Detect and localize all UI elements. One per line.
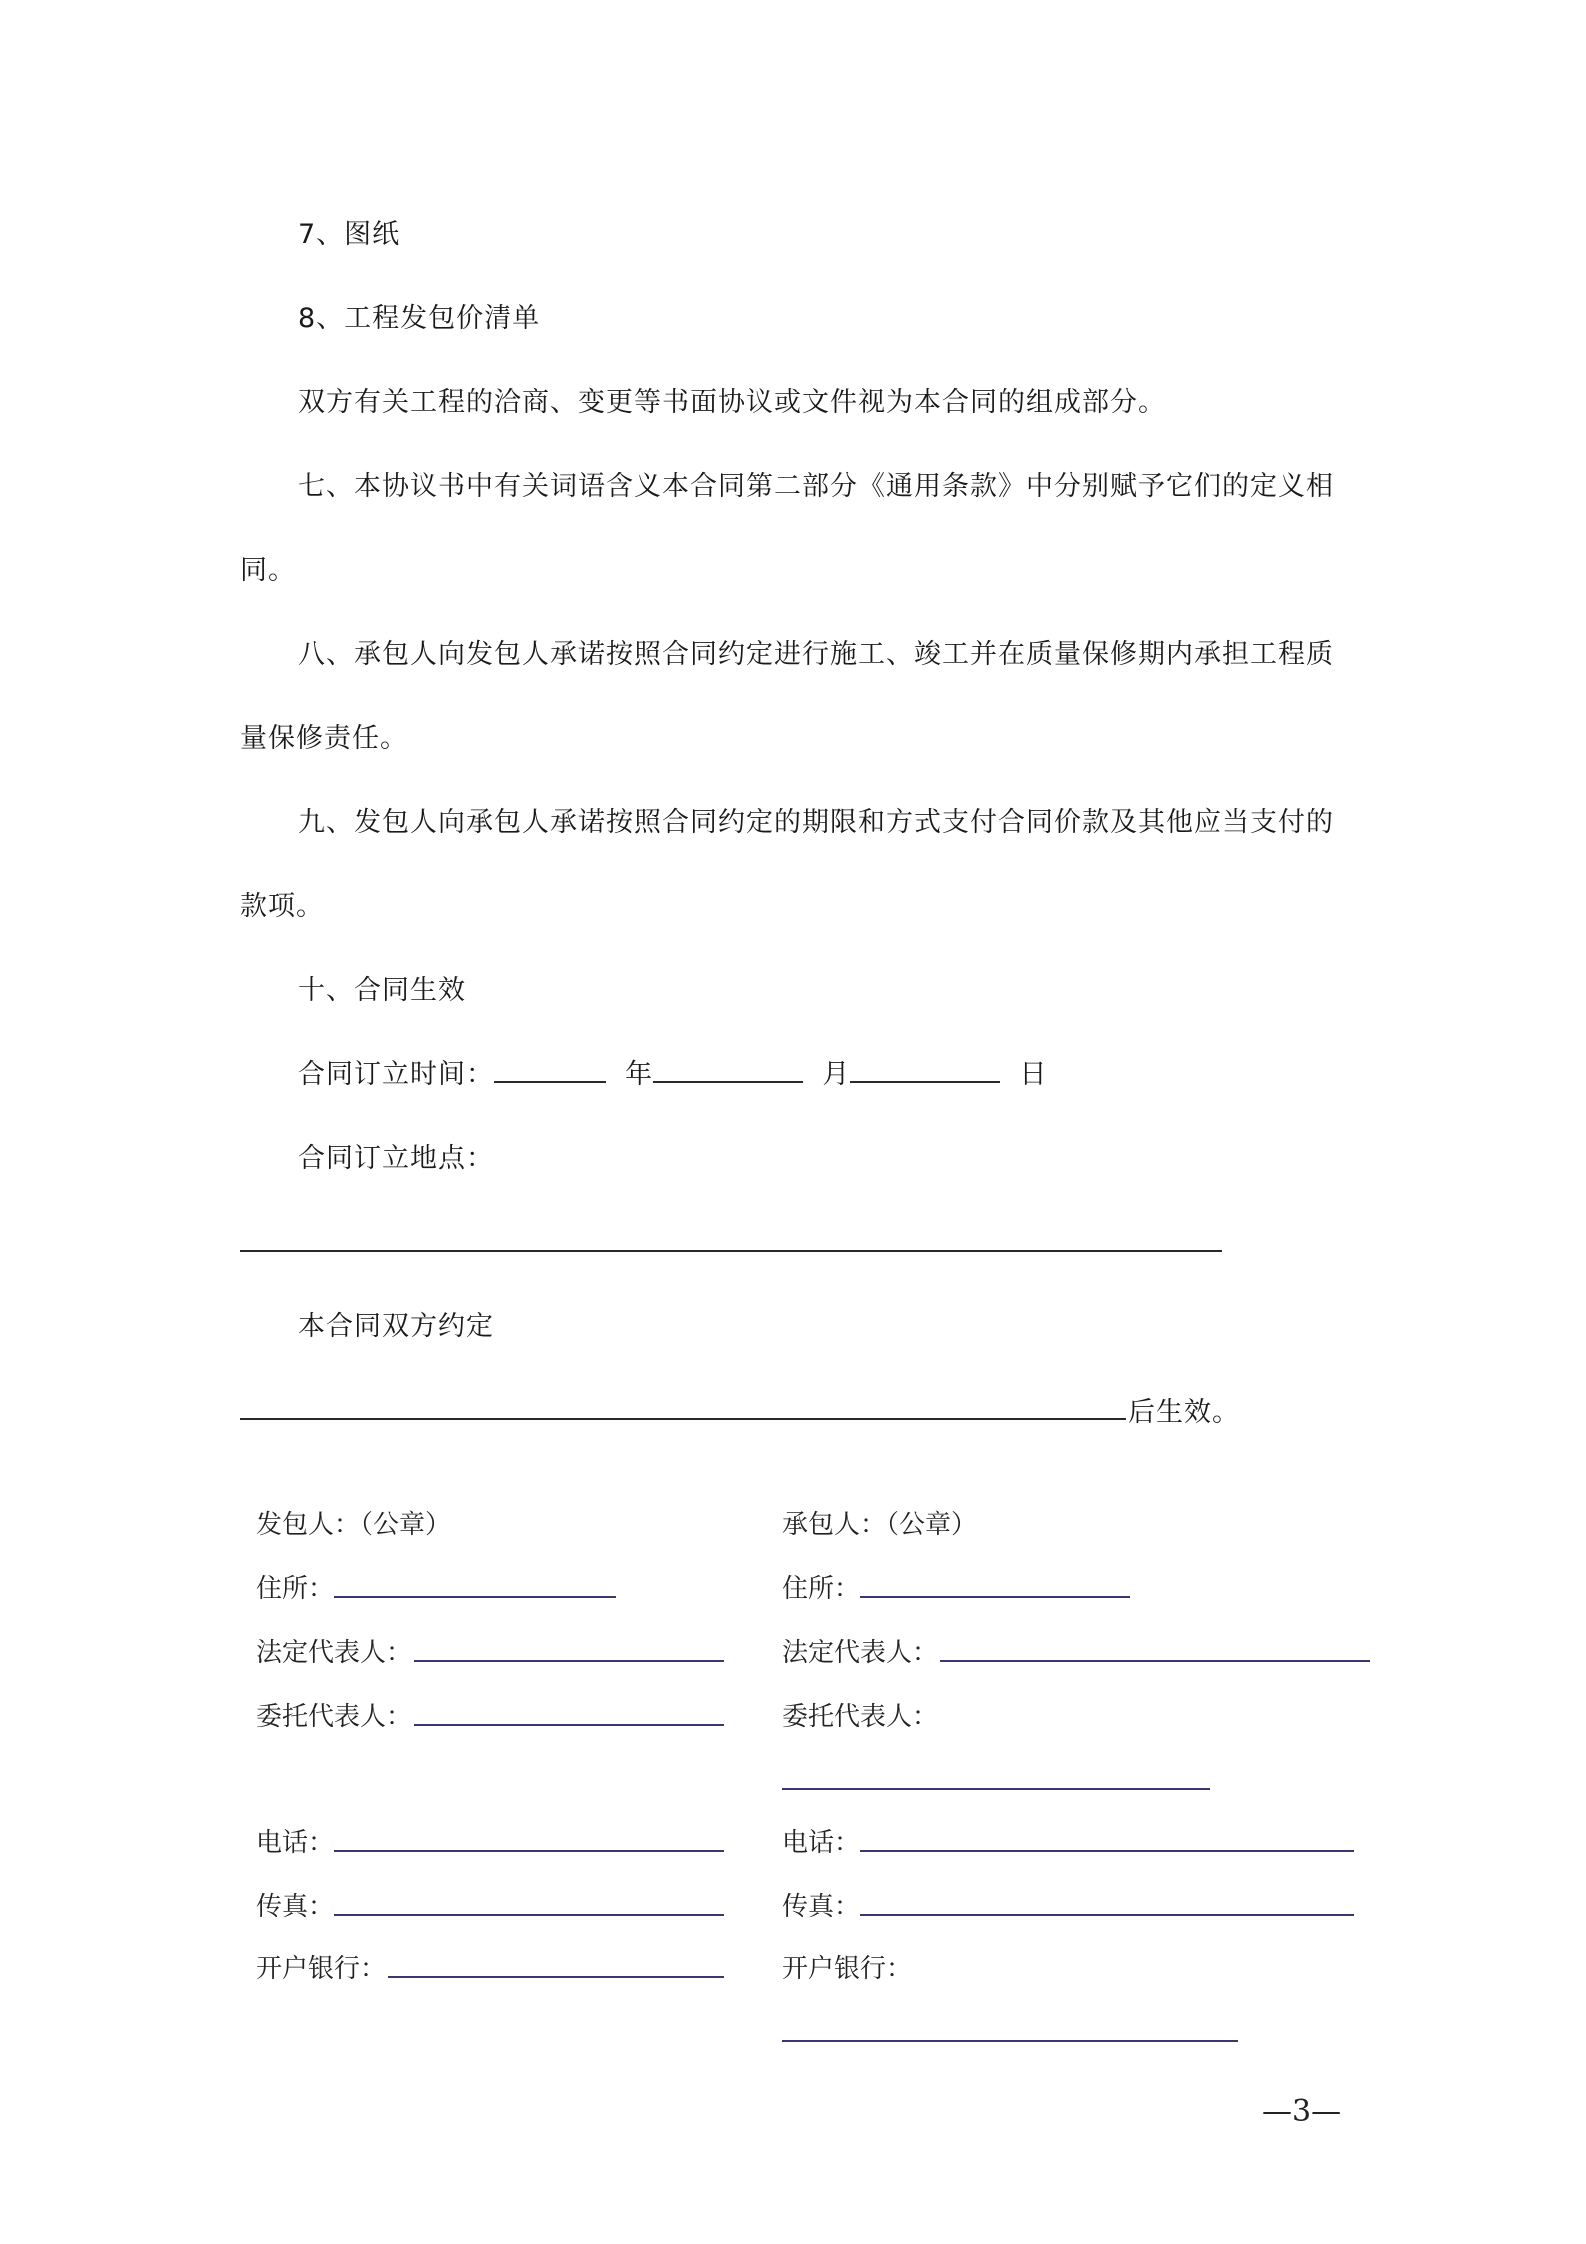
paragraph-9-line2: 款项。	[240, 891, 324, 922]
employer-title: 发包人：（公章）	[256, 1510, 452, 1540]
paragraph-7-line2: 同。	[240, 555, 296, 586]
agreed-condition-blank[interactable]	[240, 1418, 1126, 1420]
year-blank[interactable]	[494, 1080, 606, 1083]
contractor-agent-rep-field[interactable]	[782, 1788, 1210, 1790]
employer-phone-field[interactable]	[334, 1850, 724, 1852]
sign-place-blank[interactable]	[240, 1250, 1222, 1252]
employer-bank-field[interactable]	[388, 1976, 724, 1978]
contractor-address-field[interactable]	[860, 1596, 1130, 1598]
contractor-bank-field[interactable]	[782, 2040, 1238, 2042]
paragraph-8-line2: 量保修责任。	[240, 723, 408, 754]
contractor-agent-rep-label: 委托代表人：	[782, 1702, 939, 1732]
sign-place-label: 合同订立地点：	[298, 1143, 494, 1174]
employer-phone-label: 电话：	[256, 1828, 335, 1858]
contractor-phone-field[interactable]	[860, 1850, 1354, 1852]
paragraph-10-title: 十、合同生效	[298, 975, 466, 1006]
contractor-phone-label: 电话：	[782, 1828, 861, 1858]
employer-bank-label: 开户银行：	[256, 1954, 387, 1984]
employer-fax-label: 传真：	[256, 1892, 335, 1922]
paragraph-9-line1: 九、发包人向承包人承诺按照合同约定的期限和方式支付合同价款及其他应当支付的	[298, 807, 1334, 838]
agreed-label: 本合同双方约定	[298, 1311, 494, 1342]
page-number: —3—	[1262, 2094, 1342, 2129]
contractor-address-label: 住所：	[782, 1574, 861, 1604]
day-label: 日	[1019, 1059, 1048, 1090]
employer-legal-rep-label: 法定代表人：	[256, 1638, 413, 1668]
paragraph-8-line1: 八、承包人向发包人承诺按照合同约定进行施工、竣工并在质量保修期内承担工程质	[298, 639, 1334, 670]
employer-fax-field[interactable]	[334, 1914, 724, 1916]
day-blank[interactable]	[850, 1080, 1000, 1083]
employer-agent-rep-label: 委托代表人：	[256, 1702, 413, 1732]
sign-time-label: 合同订立时间：	[298, 1059, 494, 1090]
contractor-title: 承包人：（公章）	[782, 1510, 978, 1540]
employer-address-field[interactable]	[334, 1596, 616, 1598]
paragraph-contract-parts: 双方有关工程的洽商、变更等书面协议或文件视为本合同的组成部分。	[298, 387, 1166, 418]
month-label: 月	[822, 1059, 851, 1090]
year-label: 年	[625, 1059, 654, 1090]
contractor-fax-field[interactable]	[860, 1914, 1354, 1916]
employer-agent-rep-field[interactable]	[414, 1724, 724, 1726]
contractor-legal-rep-field[interactable]	[940, 1660, 1370, 1662]
employer-legal-rep-field[interactable]	[414, 1660, 724, 1662]
effective-suffix: 后生效。	[1128, 1397, 1240, 1428]
employer-address-label: 住所：	[256, 1574, 335, 1604]
paragraph-7-line1: 七、本协议书中有关词语含义本合同第二部分《通用条款》中分别赋予它们的定义相	[298, 471, 1334, 502]
sign-time-row	[298, 1052, 1048, 1091]
month-blank[interactable]	[653, 1080, 803, 1083]
clause-item-8: 8、工程发包价清单	[298, 303, 541, 334]
contractor-legal-rep-label: 法定代表人：	[782, 1638, 939, 1668]
clause-item-7: 7、图纸	[298, 219, 401, 250]
contractor-fax-label: 传真：	[782, 1892, 861, 1922]
contractor-bank-label: 开户银行：	[782, 1954, 913, 1984]
